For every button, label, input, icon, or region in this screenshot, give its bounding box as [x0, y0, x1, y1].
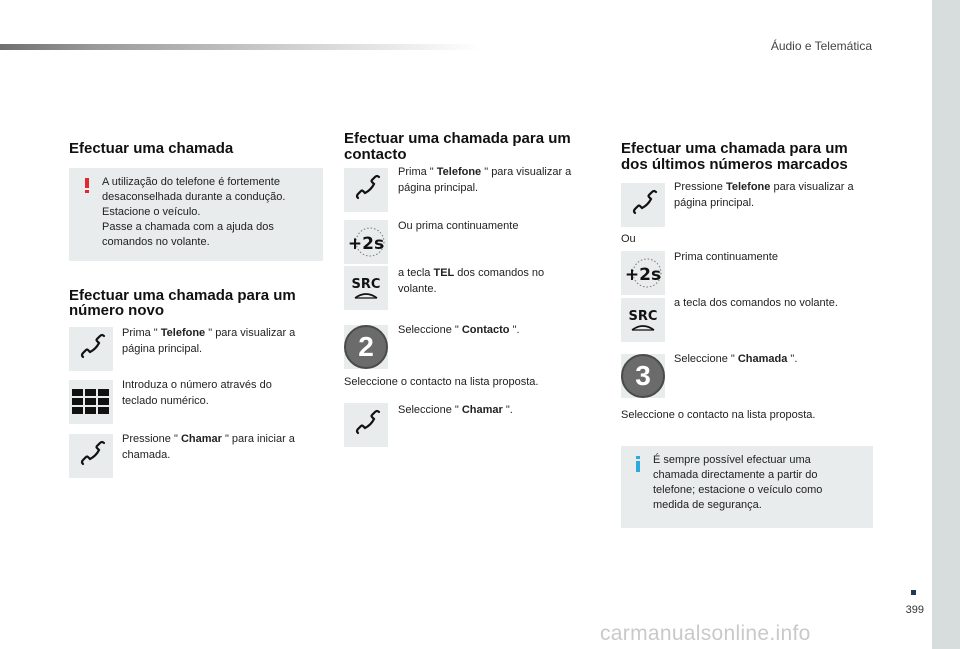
- col2-step1-line2: página principal.: [398, 182, 479, 194]
- phone-icon: [621, 183, 665, 227]
- src-label: SRC: [628, 309, 658, 324]
- phone-icon: [344, 403, 388, 447]
- col1-title: Efectuar uma chamada: [69, 140, 234, 157]
- info-box: [621, 446, 873, 528]
- col3-or: Ou: [621, 233, 636, 245]
- col1-step3-line1: Pressione " Chamar " para iniciar a: [122, 433, 295, 445]
- keypad-icon: [69, 380, 113, 424]
- col1-step2-line1: Introduza o número através do: [122, 379, 272, 391]
- col2-title-line1: Efectuar uma chamada para um: [344, 130, 571, 147]
- phone-icon: [344, 168, 388, 212]
- press-hold-2s-icon: [621, 251, 665, 295]
- hold-label: +2s: [347, 234, 385, 254]
- info-line: medida de segurança.: [653, 499, 762, 511]
- col3-step3-line1: a tecla dos comandos no volante.: [674, 297, 838, 309]
- col1-step1-line2: página principal.: [122, 343, 203, 355]
- warning-icon: [84, 178, 90, 192]
- step-number-circle: 2: [344, 325, 388, 369]
- col3-step2-line1: Prima continuamente: [674, 251, 778, 263]
- col2-title-line2: contacto: [344, 146, 407, 163]
- info-icon: [635, 456, 641, 472]
- info-line: telefone; estacione o veículo como: [653, 484, 823, 496]
- src-label: SRC: [351, 277, 381, 292]
- page-number-marker: [911, 590, 916, 595]
- header-gradient-bar: [0, 44, 480, 50]
- info-line: É sempre possível efectuar uma: [653, 454, 811, 466]
- step-number-3: [621, 354, 665, 398]
- warning-line: Passe a chamada com a ajuda dos: [102, 221, 274, 233]
- src-steering-button-icon: [344, 266, 388, 310]
- col1-step3-line2: chamada.: [122, 449, 171, 461]
- col1-step2-line2: teclado numérico.: [122, 395, 209, 407]
- phone-icon: [69, 434, 113, 478]
- step-number-2: [344, 325, 388, 369]
- col2-step1-line1: Prima " Telefone " para visualizar a: [398, 166, 572, 178]
- page-number: 399: [905, 604, 924, 616]
- col3-step4-line1: Seleccione " Chamada ".: [674, 353, 798, 365]
- col3-title-line1: Efectuar uma chamada para um: [621, 140, 848, 157]
- hold-label: +2s: [624, 265, 662, 285]
- warning-line: Estacione o veículo.: [102, 206, 201, 218]
- page-section-title: Áudio e Telemática: [770, 39, 872, 53]
- col2-step2-line1: Ou prima continuamente: [398, 220, 519, 232]
- col2-step5-line1: Seleccione o contacto na lista proposta.: [344, 376, 539, 388]
- col1-subtitle-line1: Efectuar uma chamada para um: [69, 287, 296, 304]
- watermark: carmanualsonline.info: [600, 622, 811, 645]
- col2-step6-line1: Seleccione " Chamar ".: [398, 404, 513, 416]
- col2-step3-line2: volante.: [398, 283, 437, 295]
- col3-step1-line1: Pressione Telefone para visualizar a: [674, 181, 854, 193]
- info-line: chamada directamente a partir do: [653, 469, 818, 481]
- warning-box: [69, 168, 323, 261]
- col2-step3-line1: a tecla TEL dos comandos no: [398, 267, 545, 279]
- warning-line: comandos no volante.: [102, 236, 210, 248]
- col1-step1-line1: Prima " Telefone " para visualizar a: [122, 327, 296, 339]
- col2-step4-line1: Seleccione " Contacto ".: [398, 324, 520, 336]
- warning-line: A utilização do telefone é fortemente: [102, 176, 280, 188]
- col3-step1-line2: página principal.: [674, 197, 755, 209]
- press-hold-2s-icon: [344, 220, 388, 264]
- warning-line: desaconselhada durante a condução.: [102, 191, 286, 203]
- page-edge-strip: [932, 0, 960, 649]
- col1-subtitle-line2: número novo: [69, 302, 165, 319]
- phone-icon: [69, 327, 113, 371]
- src-steering-button-icon: [621, 298, 665, 342]
- col3-step5-line1: Seleccione o contacto na lista proposta.: [621, 409, 816, 421]
- step-number-circle: 3: [621, 354, 665, 398]
- col3-title-line2: dos últimos números marcados: [621, 156, 848, 173]
